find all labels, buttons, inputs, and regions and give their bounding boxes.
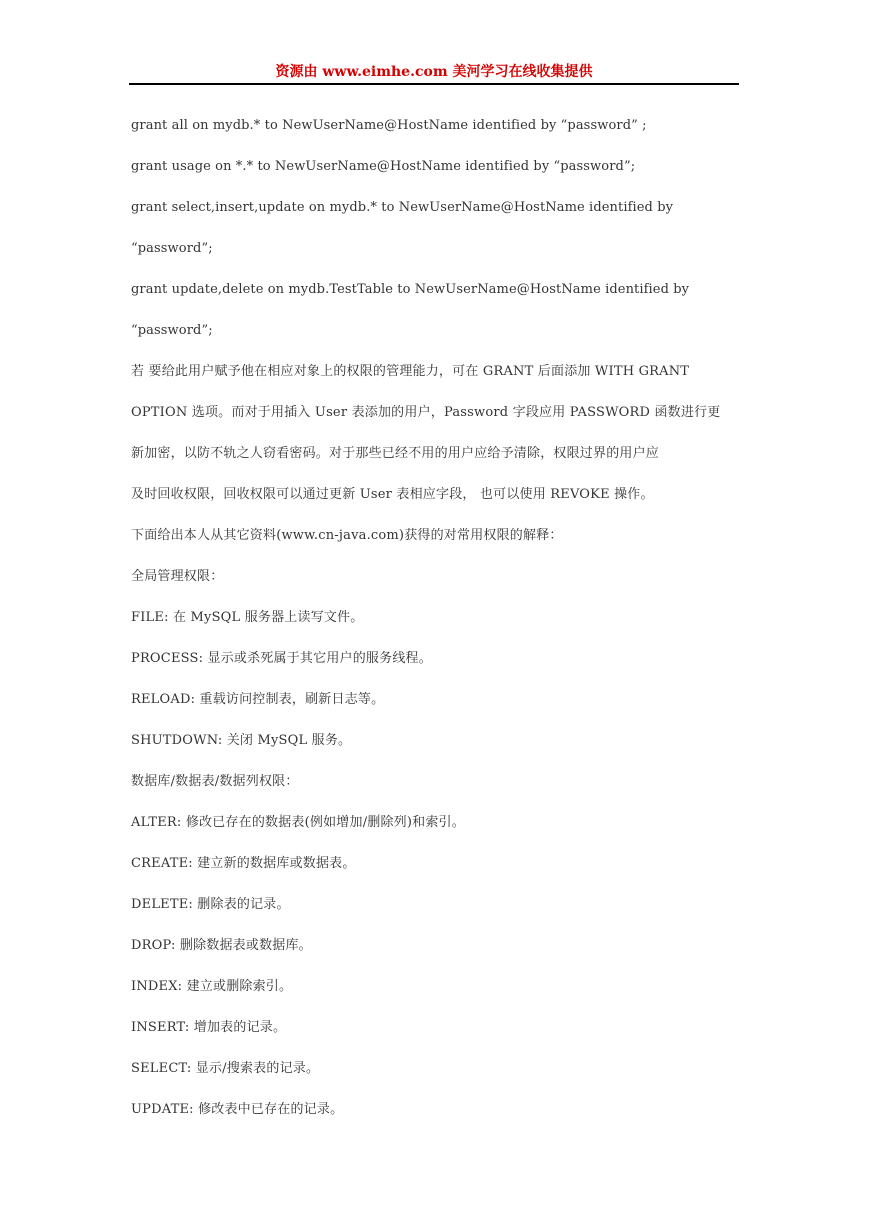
- privilege-item: RELOAD: 重载访问控制表，刷新日志等。: [131, 692, 385, 707]
- privilege-item: FILE: 在 MySQL 服务器上读写文件。: [131, 610, 364, 625]
- paragraph-line: 若 要给此用户赋予他在相应对象上的权限的管理能力，可在 GRANT 后面添加 WITH GRANT: [131, 364, 690, 379]
- header-divider: [129, 83, 739, 85]
- paragraph-line: OPTION 选项。而对于用插入 User 表添加的用户，Password 字段应用 PASSWORD 函数进行更: [131, 405, 721, 420]
- page-header: 资源由 www.eimhe.com 美河学习在线收集提供: [275, 64, 593, 80]
- privilege-item: INDEX: 建立或删除索引。: [131, 979, 293, 994]
- section-heading-global: 全局管理权限：: [131, 569, 224, 584]
- privilege-item: ALTER: 修改已存在的数据表(例如增加/删除列)和索引。: [131, 815, 465, 830]
- privilege-item: CREATE: 建立新的数据库或数据表。: [131, 856, 356, 871]
- privilege-item: DELETE: 删除表的记录。: [131, 897, 290, 912]
- privilege-item: INSERT: 增加表的记录。: [131, 1020, 287, 1035]
- privilege-item: SELECT: 显示/搜索表的记录。: [131, 1061, 320, 1076]
- sql-grant-all-line: grant all on mydb.* to NewUserName@HostName identified by “password” ;: [131, 118, 647, 133]
- privilege-item: DROP: 删除数据表或数据库。: [131, 938, 312, 953]
- sql-grant-update-continuation: “password”;: [131, 323, 213, 338]
- sql-grant-select-continuation: “password”;: [131, 241, 213, 256]
- section-heading-database: 数据库/数据表/数据列权限：: [131, 774, 299, 789]
- sql-grant-usage-line: grant usage on *.* to NewUserName@HostName identified by “password”;: [131, 159, 636, 174]
- privilege-item: SHUTDOWN: 关闭 MySQL 服务。: [131, 733, 352, 748]
- document-body: [131, 116, 739, 1141]
- privilege-item: PROCESS: 显示或杀死属于其它用户的服务线程。: [131, 651, 432, 666]
- privilege-item: UPDATE: 修改表中已存在的记录。: [131, 1102, 344, 1117]
- paragraph-line: 新加密，以防不轨之人窃看密码。对于那些已经不用的用户应给予清除，权限过界的用户应: [131, 446, 660, 461]
- sql-grant-update-line: grant update,delete on mydb.TestTable to NewUserName@HostName identified by: [131, 282, 690, 297]
- sql-grant-select-line: grant select,insert,update on mydb.* to NewUserName@HostName identified by: [131, 200, 674, 215]
- paragraph-line: 及时回收权限，回收权限可以通过更新 User 表相应字段， 也可以使用 REVOKE 操作。: [131, 487, 654, 502]
- intro-line: 下面给出本人从其它资料(www.cn-java.com)获得的对常用权限的解释：: [131, 528, 563, 543]
